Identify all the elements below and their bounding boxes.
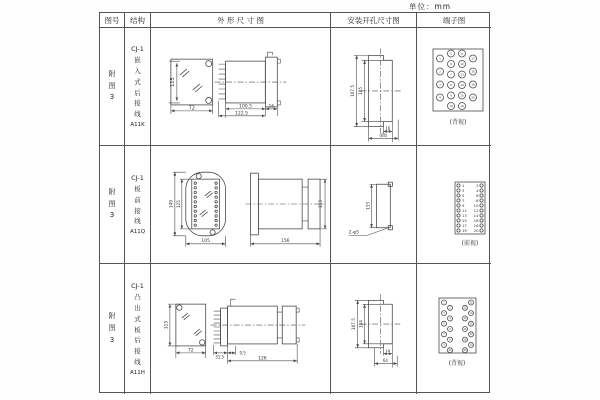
mounting-hole-cell [331,264,417,394]
header-outline-dimensions: 外 形 尺 寸 图 [151,13,331,28]
terminal-circles [442,300,474,353]
dim-flange: 16 [268,102,274,108]
dimension-table [99,12,490,393]
svg-text:16: 16 [463,327,467,331]
svg-text:19: 19 [462,227,467,233]
svg-text:7: 7 [443,333,445,337]
terminal-diagram-cell [417,264,491,394]
terminal-view-label: (前视) [461,239,479,247]
svg-text:20: 20 [471,94,475,99]
dim-socket-step: 9.5 [239,350,246,356]
svg-text:5: 5 [443,322,445,326]
mounting-hole-cell [331,146,417,264]
svg-text:4: 4 [476,187,479,193]
outline-drawing-a11k [151,28,330,146]
structure-code: A11K [130,121,145,128]
svg-text:16: 16 [460,103,464,108]
svg-text:10: 10 [448,349,452,353]
terminal-diagram-a11h [417,264,491,394]
svg-text:14: 14 [473,212,479,218]
dim-total-length: 126 [258,356,267,362]
dim-front-inner-height: 125 [175,199,181,208]
figure-number-cell [100,146,125,264]
dim-pin-length: 31.5 [215,354,225,360]
dim-front-width: 105 [201,238,210,244]
mounting-hole-drawing-a11h [331,264,416,394]
svg-text:5: 5 [462,192,465,198]
dim-side-length: 156 [280,238,290,244]
svg-text:8: 8 [476,197,479,203]
relay-model: CJ-1 [131,45,144,54]
svg-text:14: 14 [460,82,464,87]
svg-text:19: 19 [469,343,473,347]
svg-text:15: 15 [462,217,467,223]
svg-text:3: 3 [439,81,441,86]
front-view [173,172,226,247]
relay-model: CJ-1 [131,282,144,291]
dim-total-length: 122.5 [234,110,249,116]
svg-text:5: 5 [450,50,452,55]
terminal-diagram-a11k [417,28,491,146]
dim-cutout-inner-height: 104 [358,320,364,329]
svg-text:4: 4 [439,94,441,99]
svg-text:14: 14 [463,317,467,321]
figure-number: 附图3 [108,312,116,344]
svg-text:1: 1 [462,182,465,188]
svg-text:3: 3 [443,311,445,315]
dim-front-outer-height: 149 [168,199,174,208]
svg-text:1: 1 [439,55,441,60]
structure-cell [125,146,151,264]
dim-front-height: 115 [169,76,176,87]
dim-slot-width: 16 [385,349,391,354]
svg-text:10: 10 [449,103,453,108]
mounting-type: 嵌入式后接线 [134,56,141,118]
dim-total-width: 64 [382,358,388,364]
svg-text:2: 2 [439,68,441,73]
dim-front-width: 72 [188,104,195,111]
dim-total-width: (64) [379,132,388,138]
svg-text:11: 11 [460,50,464,55]
outline-drawing-a11h [151,264,330,394]
svg-text:1: 1 [443,301,445,305]
header-terminal-diagram: 端子图 [417,13,491,28]
svg-text:3: 3 [462,187,465,193]
svg-text:2: 2 [476,182,479,188]
mounting-type: 板前接线 [134,185,141,226]
svg-text:13: 13 [462,212,467,218]
mounting-hole-drawing-a11k [331,28,416,146]
terminal-diagram-a11q [417,146,491,264]
terminal-circles [437,50,477,110]
dim-cutout-outer-height: 107.5 [350,84,356,97]
terminal-diagram-cell [417,146,491,264]
dim-cutout-inner-height: 105 [358,86,364,95]
mounting-hole-drawing-a11q [331,146,416,264]
outline-drawing-cell [151,28,331,146]
svg-text:12: 12 [473,207,479,213]
svg-text:13: 13 [469,311,473,315]
hole-spec-label: 2-φ5 [348,230,359,236]
svg-text:17: 17 [469,333,473,337]
svg-text:6: 6 [450,61,452,66]
figure-number: 附图3 [108,69,116,102]
dim-front-width: 72 [187,348,194,354]
svg-text:7: 7 [462,197,465,203]
terminal-view-label: (背视) [448,360,466,367]
unit-label: 单位：mm [409,2,452,11]
svg-text:15: 15 [469,322,473,326]
svg-text:7: 7 [450,71,452,76]
dim-hole-span: 133 [365,201,371,210]
svg-text:20: 20 [463,349,467,353]
svg-text:16: 16 [473,217,479,223]
figure-number-cell [100,264,125,394]
front-view-terminal-dots [194,181,217,225]
svg-text:13: 13 [460,71,464,76]
svg-text:9: 9 [450,92,452,97]
mounting-hole-cell [331,28,417,146]
dim-slot-width: 16 [385,125,391,131]
figure-number-cell [100,28,125,146]
dim-cutout-outer-height: 107.5 [351,318,357,330]
terminal-diagram-cell [417,28,491,146]
terminal-view-label: (背视) [449,118,467,126]
terminal-circles [457,182,483,232]
side-view [245,173,327,247]
side-view [211,299,305,364]
svg-text:18: 18 [473,222,479,228]
svg-text:11: 11 [469,301,473,305]
structure-cell [125,28,151,146]
svg-text:8: 8 [450,82,452,87]
svg-text:4: 4 [449,317,451,321]
header-structure: 结构 [125,13,151,28]
outline-drawing-a11q [151,146,330,264]
outline-drawing-cell [151,146,331,264]
svg-text:19: 19 [471,81,475,86]
svg-text:2: 2 [449,306,451,310]
svg-text:17: 17 [462,222,467,228]
svg-text:12: 12 [463,306,467,310]
svg-text:11: 11 [462,207,467,213]
svg-text:17: 17 [471,55,475,60]
figure-number: 附图3 [108,187,116,220]
front-view [168,304,206,358]
dim-front-height: 115 [164,320,170,330]
svg-text:10: 10 [473,202,479,208]
outline-drawing-cell [151,264,331,394]
header-mounting-hole-dimensions: 安装开孔尺寸图 [331,13,417,28]
svg-text:18: 18 [471,68,475,73]
svg-text:15: 15 [460,92,464,97]
svg-text:6: 6 [449,327,451,331]
header-figure-number: 图号 [100,13,125,28]
dim-body-length: 100.5 [238,103,253,109]
svg-text:12: 12 [460,61,464,66]
svg-text:6: 6 [476,192,479,198]
svg-text:9: 9 [462,202,465,208]
relay-model: CJ-1 [131,174,144,183]
svg-text:18: 18 [463,338,467,342]
structure-code: A11Q [129,228,146,235]
mounting-type: 凸出式板后接线 [134,293,141,366]
svg-text:9: 9 [443,343,445,347]
svg-text:20: 20 [473,227,479,233]
structure-cell [125,264,151,394]
dim-side-height: 113 [318,199,324,208]
svg-text:8: 8 [449,338,451,342]
structure-code: A11H [130,369,145,376]
